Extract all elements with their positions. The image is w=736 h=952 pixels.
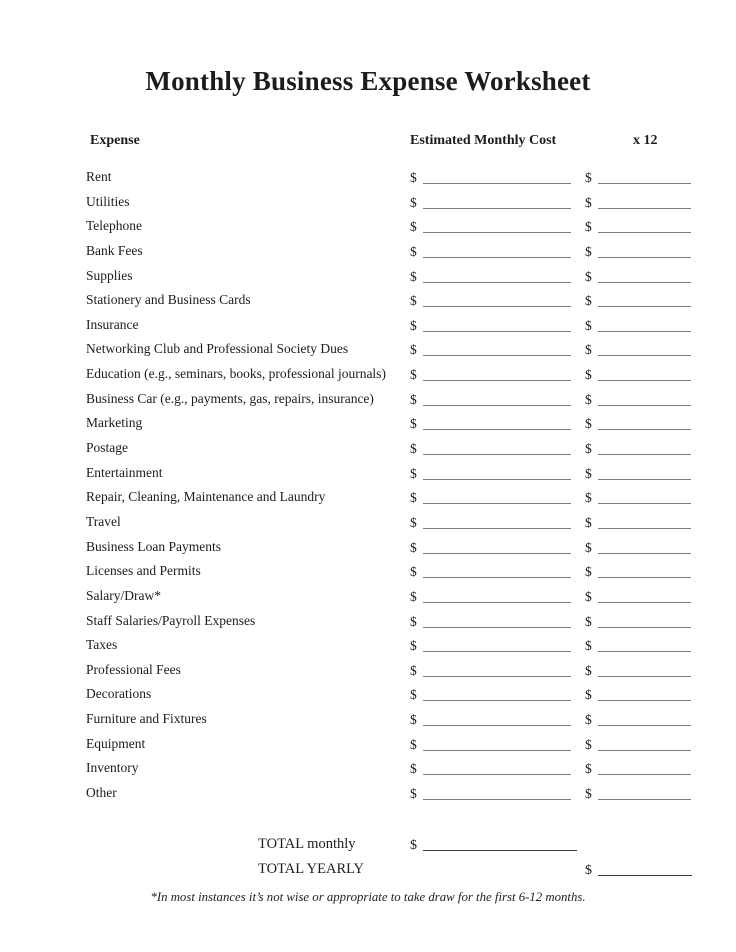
- yearly-amount-blank[interactable]: [598, 664, 691, 677]
- dollar-sign: $: [585, 539, 592, 555]
- yearly-amount-blank[interactable]: [598, 442, 691, 455]
- table-row: [0, 363, 736, 388]
- yearly-cost-field: [585, 268, 691, 285]
- dollar-sign: $: [410, 367, 417, 383]
- monthly-cost-field: [410, 711, 571, 728]
- expense-label: Supplies: [86, 267, 133, 283]
- dollar-sign: $: [410, 613, 417, 629]
- yearly-cost-field: [585, 366, 691, 383]
- yearly-amount-blank[interactable]: [598, 738, 691, 751]
- yearly-amount-blank[interactable]: [598, 294, 691, 307]
- dollar-sign: $: [410, 588, 417, 604]
- expense-label: Utilities: [86, 193, 130, 209]
- monthly-amount-blank[interactable]: [423, 245, 571, 258]
- monthly-amount-blank[interactable]: [423, 590, 571, 603]
- page-title: Monthly Business Expense Worksheet: [145, 66, 591, 96]
- yearly-cost-field: [585, 218, 691, 235]
- yearly-amount-blank[interactable]: [598, 516, 691, 529]
- table-row: [0, 462, 736, 487]
- expense-label: Licenses and Permits: [86, 563, 201, 579]
- table-row: [0, 511, 736, 536]
- total-yearly-field: [585, 861, 692, 879]
- expense-label: Equipment: [86, 735, 146, 751]
- dollar-sign: $: [585, 170, 592, 185]
- dollar-sign: $: [585, 293, 592, 309]
- dollar-sign: $: [410, 687, 417, 703]
- expense-label: Education (e.g., seminars, books, professional journals): [86, 366, 386, 382]
- dollar-sign: $: [410, 662, 417, 678]
- table-row: [0, 388, 736, 413]
- yearly-cost-field: [585, 539, 691, 556]
- yearly-amount-blank[interactable]: [598, 196, 691, 209]
- yearly-cost-field: [585, 637, 691, 654]
- dollar-sign: $: [585, 613, 592, 629]
- dollar-sign: $: [585, 712, 592, 728]
- yearly-cost-field: [585, 317, 691, 334]
- expense-label: Travel: [86, 513, 121, 529]
- monthly-cost-field: [410, 465, 571, 482]
- monthly-amount-blank[interactable]: [423, 491, 571, 504]
- monthly-amount-blank[interactable]: [423, 196, 571, 209]
- yearly-amount-blank[interactable]: [598, 393, 691, 406]
- yearly-cost-field: [585, 785, 691, 802]
- total-yearly-amount-blank[interactable]: [598, 863, 692, 876]
- table-row: [0, 240, 736, 265]
- dollar-sign: $: [585, 194, 592, 210]
- yearly-amount-blank[interactable]: [598, 787, 691, 800]
- expense-label: Salary/Draw*: [86, 587, 161, 603]
- yearly-amount-blank[interactable]: [598, 762, 691, 775]
- yearly-cost-field: [585, 341, 691, 358]
- yearly-cost-field: [585, 563, 691, 580]
- table-row: [0, 166, 736, 191]
- yearly-amount-blank[interactable]: [598, 565, 691, 578]
- dollar-sign: $: [410, 342, 417, 358]
- expense-label: Rent: [86, 169, 112, 184]
- monthly-cost-field: [410, 637, 571, 654]
- yearly-amount-blank[interactable]: [598, 417, 691, 430]
- monthly-cost-field: [410, 341, 571, 358]
- dollar-sign: $: [585, 367, 592, 383]
- dollar-sign: $: [410, 416, 417, 432]
- dollar-sign: $: [585, 465, 592, 481]
- yearly-cost-field: [585, 391, 691, 408]
- expense-label: Networking Club and Professional Society Dues: [86, 341, 349, 357]
- dollar-sign: $: [585, 441, 592, 457]
- table-row: [0, 634, 736, 659]
- monthly-amount-blank[interactable]: [423, 442, 571, 455]
- yearly-amount-blank[interactable]: [598, 270, 691, 283]
- yearly-amount-blank[interactable]: [598, 491, 691, 504]
- table-row: [0, 191, 736, 216]
- yearly-amount-blank[interactable]: [598, 713, 691, 726]
- dollar-sign: $: [585, 786, 592, 802]
- dollar-sign: $: [410, 712, 417, 728]
- monthly-amount-blank[interactable]: [423, 541, 571, 554]
- table-row: [0, 585, 736, 610]
- expense-label: Repair, Cleaning, Maintenance and Laundry: [86, 489, 326, 505]
- expense-label: Stationery and Business Cards: [86, 292, 251, 308]
- yearly-cost-field: [585, 686, 691, 703]
- yearly-amount-blank[interactable]: [598, 343, 691, 356]
- monthly-cost-field: [410, 415, 571, 432]
- monthly-amount-blank[interactable]: [423, 368, 571, 381]
- expense-rows: [0, 166, 736, 807]
- dollar-sign: $: [410, 194, 417, 210]
- expense-label: Staff Salaries/Payroll Expenses: [86, 612, 256, 628]
- dollar-sign: $: [410, 736, 417, 752]
- monthly-amount-blank[interactable]: [423, 220, 571, 233]
- yearly-cost-field: [585, 613, 691, 630]
- monthly-cost-field: [410, 686, 571, 703]
- yearly-amount-blank[interactable]: [598, 467, 691, 480]
- monthly-cost-field: [410, 760, 571, 777]
- yearly-amount-blank[interactable]: [598, 220, 691, 233]
- yearly-cost-field: [585, 292, 691, 309]
- dollar-sign: $: [585, 490, 592, 506]
- dollar-sign: $: [585, 588, 592, 604]
- table-row: [0, 708, 736, 733]
- dollar-sign: $: [585, 863, 592, 878]
- monthly-cost-field: [410, 613, 571, 630]
- expense-label: Decorations: [86, 686, 152, 702]
- table-row: [0, 437, 736, 462]
- total-yearly-label: TOTAL YEARLY: [258, 861, 364, 877]
- table-row: [0, 265, 736, 290]
- monthly-cost-field: [410, 440, 571, 457]
- yearly-amount-blank[interactable]: [598, 590, 691, 603]
- yearly-cost-field: [585, 514, 691, 531]
- expense-label: Insurance: [86, 316, 139, 332]
- dollar-sign: $: [410, 761, 417, 777]
- dollar-sign: $: [585, 736, 592, 752]
- yearly-cost-field: [585, 465, 691, 482]
- dollar-sign: $: [585, 662, 592, 678]
- monthly-amount-blank[interactable]: [423, 171, 571, 184]
- total-monthly-row: [0, 834, 736, 859]
- dollar-sign: $: [410, 465, 417, 481]
- monthly-cost-field: [410, 736, 571, 753]
- expense-label: Postage: [86, 440, 128, 456]
- column-header-estimated-monthly-cost: Estimated Monthly Cost: [410, 133, 557, 148]
- dollar-sign: $: [585, 761, 592, 777]
- yearly-cost-field: [585, 736, 691, 753]
- expense-label: Marketing: [86, 415, 143, 431]
- dollar-sign: $: [410, 539, 417, 555]
- yearly-cost-field: [585, 169, 691, 186]
- table-row: [0, 536, 736, 561]
- expense-label: Professional Fees: [86, 661, 181, 677]
- yearly-cost-field: [585, 194, 691, 211]
- monthly-amount-blank[interactable]: [423, 565, 571, 578]
- monthly-amount-blank[interactable]: [423, 664, 571, 677]
- monthly-cost-field: [410, 563, 571, 580]
- column-header-expense: Expense: [90, 133, 140, 148]
- table-row: [0, 314, 736, 339]
- yearly-cost-field: [585, 662, 691, 679]
- monthly-amount-blank[interactable]: [423, 417, 571, 430]
- total-monthly-field: [410, 836, 577, 854]
- dollar-sign: $: [585, 391, 592, 407]
- yearly-amount-blank[interactable]: [598, 639, 691, 652]
- dollar-sign: $: [410, 243, 417, 259]
- dollar-sign: $: [585, 564, 592, 580]
- monthly-cost-field: [410, 489, 571, 506]
- monthly-amount-blank[interactable]: [423, 738, 571, 751]
- monthly-cost-field: [410, 539, 571, 556]
- table-row: [0, 289, 736, 314]
- monthly-cost-field: [410, 218, 571, 235]
- dollar-sign: $: [585, 342, 592, 358]
- table-row: [0, 412, 736, 437]
- dollar-sign: $: [585, 243, 592, 259]
- dollar-sign: $: [410, 268, 417, 284]
- yearly-cost-field: [585, 489, 691, 506]
- yearly-cost-field: [585, 440, 691, 457]
- expense-label: Business Car (e.g., payments, gas, repairs, insurance): [86, 390, 374, 406]
- yearly-amount-blank[interactable]: [598, 319, 691, 332]
- monthly-cost-field: [410, 514, 571, 531]
- expense-label: Entertainment: [86, 464, 163, 480]
- dollar-sign: $: [410, 293, 417, 309]
- monthly-amount-blank[interactable]: [423, 516, 571, 529]
- dollar-sign: $: [410, 786, 417, 802]
- table-row: [0, 683, 736, 708]
- table-row: [0, 782, 736, 807]
- dollar-sign: $: [585, 514, 592, 530]
- monthly-cost-field: [410, 391, 571, 408]
- yearly-amount-blank[interactable]: [598, 688, 691, 701]
- table-row: [0, 610, 736, 635]
- dollar-sign: $: [585, 268, 592, 284]
- total-monthly-label: TOTAL monthly: [258, 836, 356, 852]
- dollar-sign: $: [410, 638, 417, 654]
- table-row: [0, 215, 736, 240]
- monthly-amount-blank[interactable]: [423, 467, 571, 480]
- table-row: [0, 486, 736, 511]
- total-yearly-row: [0, 859, 736, 884]
- monthly-amount-blank[interactable]: [423, 270, 571, 283]
- monthly-cost-field: [410, 317, 571, 334]
- monthly-cost-field: [410, 169, 571, 186]
- table-row: [0, 338, 736, 363]
- monthly-cost-field: [410, 662, 571, 679]
- monthly-amount-blank[interactable]: [423, 615, 571, 628]
- expense-label: Business Loan Payments: [86, 538, 221, 554]
- monthly-amount-blank[interactable]: [423, 319, 571, 332]
- dollar-sign: $: [585, 219, 592, 235]
- expense-label: Telephone: [86, 218, 143, 234]
- dollar-sign: $: [585, 416, 592, 432]
- expense-label: Taxes: [86, 637, 118, 653]
- table-row: [0, 560, 736, 585]
- table-row: [0, 757, 736, 782]
- monthly-amount-blank[interactable]: [423, 343, 571, 356]
- dollar-sign: $: [410, 317, 417, 333]
- expense-label: Other: [86, 785, 117, 801]
- monthly-cost-field: [410, 292, 571, 309]
- yearly-cost-field: [585, 760, 691, 777]
- column-header-x12: x 12: [633, 133, 658, 148]
- monthly-amount-blank[interactable]: [423, 393, 571, 406]
- monthly-cost-field: [410, 268, 571, 285]
- yearly-amount-blank[interactable]: [598, 245, 691, 258]
- dollar-sign: $: [410, 170, 417, 185]
- table-row: [0, 733, 736, 758]
- footnote: *In most instances it’s not wise or appropriate to take draw for the first 6-12 months.: [150, 890, 586, 904]
- dollar-sign: $: [410, 391, 417, 407]
- yearly-amount-blank[interactable]: [598, 615, 691, 628]
- expense-label: Furniture and Fixtures: [86, 711, 207, 727]
- column-headers: [0, 133, 736, 153]
- dollar-sign: $: [410, 219, 417, 235]
- dollar-sign: $: [410, 838, 417, 853]
- yearly-cost-field: [585, 415, 691, 432]
- monthly-cost-field: [410, 194, 571, 211]
- total-monthly-amount-blank[interactable]: [423, 838, 577, 851]
- dollar-sign: $: [410, 490, 417, 506]
- totals-section: [0, 834, 736, 884]
- expense-label: Inventory: [86, 760, 139, 776]
- yearly-amount-blank[interactable]: [598, 171, 691, 184]
- monthly-cost-field: [410, 588, 571, 605]
- monthly-amount-blank[interactable]: [423, 688, 571, 701]
- yearly-cost-field: [585, 588, 691, 605]
- dollar-sign: $: [410, 441, 417, 457]
- monthly-amount-blank[interactable]: [423, 762, 571, 775]
- expense-label: Bank Fees: [86, 242, 143, 258]
- table-row: [0, 659, 736, 684]
- dollar-sign: $: [410, 564, 417, 580]
- monthly-amount-blank[interactable]: [423, 639, 571, 652]
- monthly-cost-field: [410, 366, 571, 383]
- monthly-amount-blank[interactable]: [423, 713, 571, 726]
- monthly-cost-field: [410, 785, 571, 802]
- dollar-sign: $: [585, 317, 592, 333]
- yearly-cost-field: [585, 243, 691, 260]
- dollar-sign: $: [585, 687, 592, 703]
- monthly-amount-blank[interactable]: [423, 787, 571, 800]
- monthly-cost-field: [410, 243, 571, 260]
- dollar-sign: $: [585, 638, 592, 654]
- dollar-sign: $: [410, 514, 417, 530]
- monthly-amount-blank[interactable]: [423, 294, 571, 307]
- yearly-cost-field: [585, 711, 691, 728]
- yearly-amount-blank[interactable]: [598, 541, 691, 554]
- yearly-amount-blank[interactable]: [598, 368, 691, 381]
